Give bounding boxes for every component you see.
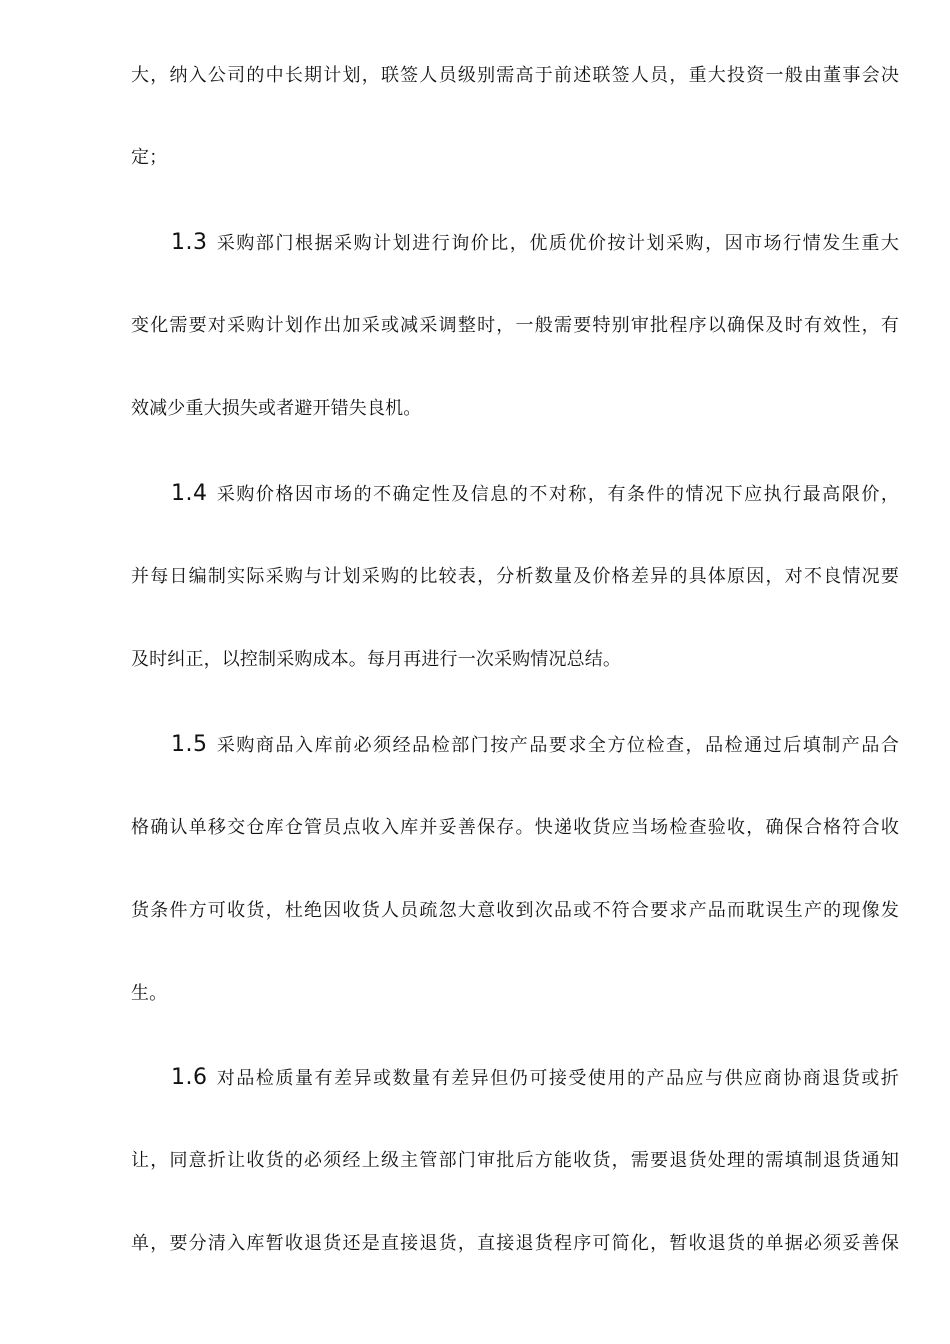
paragraph-first-line bbox=[171, 228, 899, 258]
paragraph-first-line bbox=[171, 479, 899, 509]
paragraph-text: 对品检质量有差异或数量有差异但仍可接受使用的产品应与供应商协商退货或折 bbox=[215, 1068, 899, 1089]
section-number: 1.4 bbox=[171, 481, 208, 506]
paragraph-line: 货条件方可收货，杜绝因收货人员疏忽大意收到次品或不符合要求产品而耽误生产的现像发 bbox=[131, 900, 899, 921]
paragraph-line: 定； bbox=[131, 147, 168, 168]
paragraph-text: 采购部门根据采购计划进行询价比，优质优价按计划采购，因市场行情发生重大 bbox=[215, 233, 899, 254]
paragraph-line: 效减少重大损失或者避开错失良机。 bbox=[131, 398, 422, 419]
section-number: 1.6 bbox=[171, 1065, 208, 1090]
paragraph-line: 生。 bbox=[131, 983, 168, 1004]
section-number: 1.5 bbox=[171, 732, 208, 757]
paragraph-first-line bbox=[171, 730, 899, 760]
paragraph-line: 大，纳入公司的中长期计划，联签人员级别需高于前述联签人员，重大投资一般由董事会决 bbox=[131, 65, 899, 86]
paragraph-line: 让，同意折让收货的必须经上级主管部门审批后方能收货，需要退货处理的需填制退货通知 bbox=[131, 1150, 899, 1171]
section-number: 1.3 bbox=[171, 230, 208, 255]
paragraph-first-line bbox=[171, 1063, 899, 1093]
paragraph-text: 采购价格因市场的不确定性及信息的不对称，有条件的情况下应执行最高限价， bbox=[215, 484, 899, 505]
paragraph-line: 并每日编制实际采购与计划采购的比较表，分析数量及价格差异的具体原因，对不良情况要 bbox=[131, 566, 899, 587]
paragraph-line: 单，要分清入库暂收退货还是直接退货，直接退货程序可简化，暂收退货的单据必须妥善保 bbox=[131, 1233, 899, 1254]
paragraph-line: 变化需要对采购计划作出加采或减采调整时，一般需要特别审批程序以确保及时有效性，有 bbox=[131, 315, 899, 336]
paragraph-text: 采购商品入库前必须经品检部门按产品要求全方位检查，品检通过后填制产品合 bbox=[215, 735, 899, 756]
paragraph-line: 及时纠正，以控制采购成本。每月再进行一次采购情况总结。 bbox=[131, 649, 622, 670]
paragraph-line: 格确认单移交仓库仓管员点收入库并妥善保存。快递收货应当场检查验收，确保合格符合收 bbox=[131, 817, 899, 838]
